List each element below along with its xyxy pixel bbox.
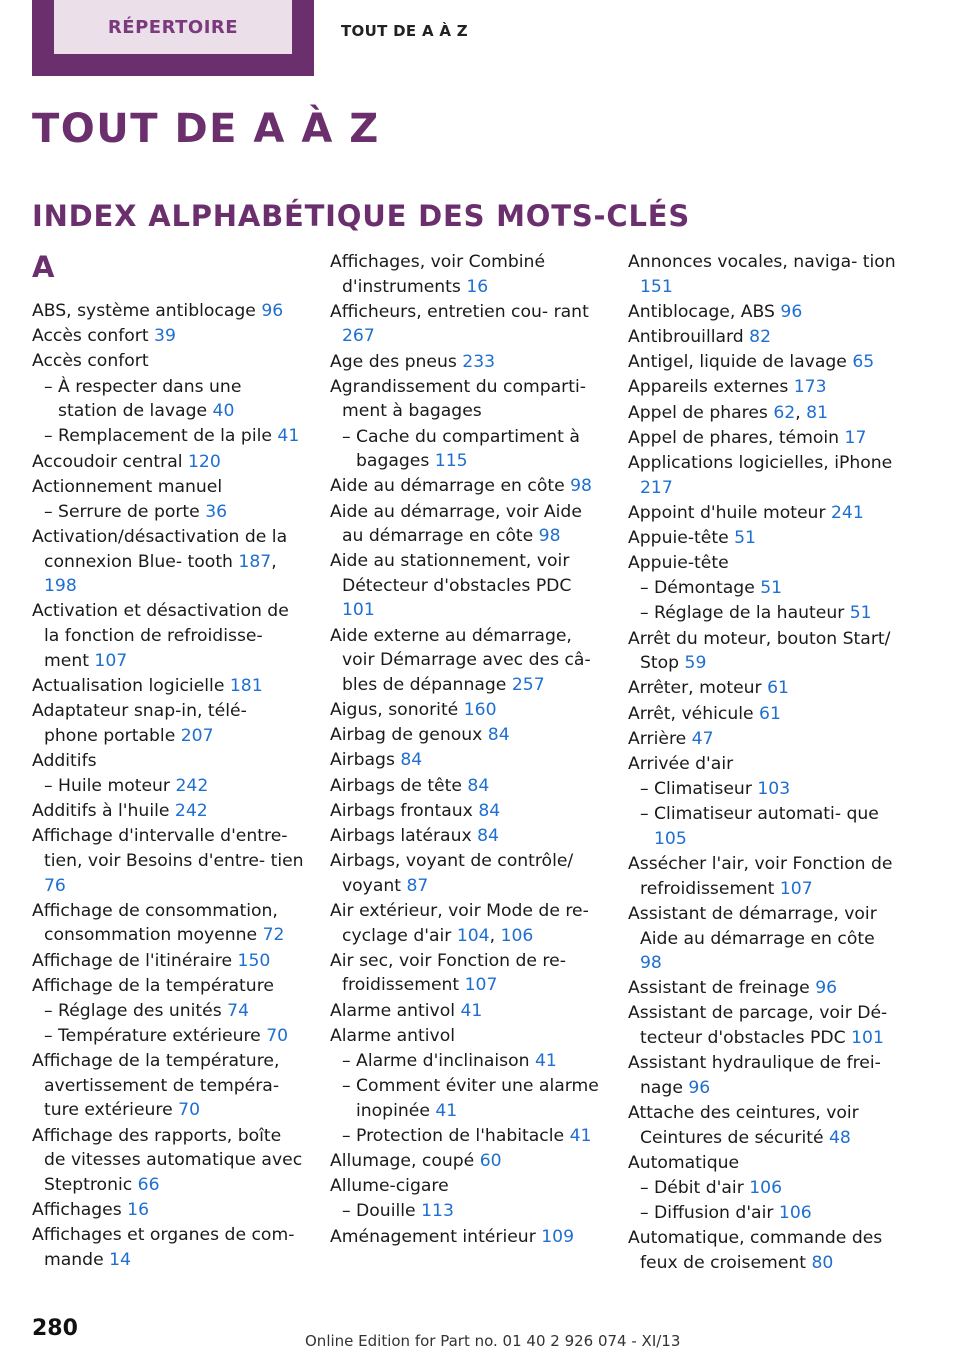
index-entry-text: Aigus, sonorité xyxy=(330,700,464,721)
index-entry xyxy=(628,551,900,576)
page-reference-link[interactable]: 17 xyxy=(844,427,867,448)
index-entry xyxy=(330,849,602,898)
index-entry-text: Arrêter, moteur xyxy=(628,678,768,699)
page-reference-link[interactable]: 96 xyxy=(688,1077,711,1098)
page-reference-link[interactable]: 150 xyxy=(237,950,271,971)
index-entry xyxy=(628,1226,900,1275)
index-entry-text: Appuie-tête xyxy=(628,527,735,548)
index-entry xyxy=(628,1151,900,1176)
page-reference-link[interactable]: 84 xyxy=(467,775,490,796)
index-entry-text: Assistant de parcage, voir Dé‐ tecteur d'obstacles PDC xyxy=(628,1003,888,1049)
page-reference-link[interactable]: 84 xyxy=(477,825,499,846)
index-entry xyxy=(628,852,900,901)
index-subentry xyxy=(628,777,900,802)
index-entry xyxy=(32,949,304,974)
page-reference-link[interactable]: 84 xyxy=(487,725,510,746)
index-entry-text: Arrivée d'air xyxy=(628,753,734,774)
index-entry xyxy=(330,799,602,824)
index-entry xyxy=(32,1198,304,1223)
page-reference-link[interactable]: 107 xyxy=(779,878,813,899)
index-entry xyxy=(32,749,304,774)
index-subentry xyxy=(32,424,304,449)
header-tab-label: RÉPERTOIRE xyxy=(54,0,292,54)
index-entry-text: ABS, système antiblocage xyxy=(32,301,262,321)
index-entry-text: Airbags de tête xyxy=(330,775,468,796)
index-entry xyxy=(330,999,602,1024)
index-entry xyxy=(330,824,602,849)
index-entry xyxy=(330,698,602,723)
index-subentry xyxy=(32,500,304,525)
header-current-section[interactable]: TOUT DE A À Z xyxy=(341,22,468,40)
page-reference-link[interactable]: 101 xyxy=(342,600,375,621)
index-entry-text: Annonces vocales, naviga‐ tion xyxy=(628,252,896,272)
index-entry-text: Airbags xyxy=(330,750,401,771)
page-reference-link[interactable]: 242 xyxy=(175,776,209,796)
page-reference-link[interactable]: 70 xyxy=(178,1100,201,1121)
index-entry xyxy=(32,450,304,475)
page-reference-link[interactable]: 41 xyxy=(569,1125,592,1146)
page-reference-link[interactable]: 48 xyxy=(829,1127,851,1148)
index-entry-text: Activation/désactivation de la connexion Blue‐ tooth xyxy=(32,527,288,572)
index-entry-text: Age des pneus xyxy=(330,351,463,372)
page-reference-link[interactable]: 257 xyxy=(511,674,545,695)
page-reference-link[interactable]: 16 xyxy=(466,276,489,297)
index-entry-text: – Huile moteur xyxy=(44,776,176,796)
index-entry-text: Appuie-tête xyxy=(628,553,729,574)
index-entry-text: Automatique, commande des feux de croisement xyxy=(628,1228,883,1273)
index-entry-text: Aide externe au démarrage, voir Démarrage avec des câ‐ bles de dépannage xyxy=(330,625,591,695)
page-reference-link[interactable]: 84 xyxy=(400,750,423,771)
index-entry xyxy=(330,624,602,698)
page-reference-link[interactable]: 41 xyxy=(435,1100,458,1121)
page-reference-link[interactable]: 81 xyxy=(806,402,829,423)
index-entry-text: Allume-cigare xyxy=(330,1176,449,1197)
page-reference-link[interactable]: 105 xyxy=(654,828,687,849)
index-entry-text: Affichages et organes de com‐ mande xyxy=(32,1225,295,1270)
index-entry-text: Additifs à l'huile xyxy=(32,801,175,822)
index-entry xyxy=(330,748,602,773)
index-entry-text: – Douille xyxy=(342,1201,422,1222)
index-entry-text: Automatique xyxy=(628,1152,740,1173)
index-entry xyxy=(330,474,602,499)
index-subentry xyxy=(32,774,304,799)
index-entry-text: – Protection de l'habitacle xyxy=(342,1125,570,1146)
page-reference-link[interactable]: 198 xyxy=(44,576,77,597)
index-entry-text: Applications logicielles, iPhone xyxy=(628,452,893,473)
page-reference-link[interactable]: 51 xyxy=(760,578,783,599)
index-entry-text: Appel de phares, témoin xyxy=(628,427,845,448)
page-reference-link[interactable]: 41 xyxy=(535,1050,557,1071)
index-subentry xyxy=(628,802,900,851)
index-entry xyxy=(628,426,900,451)
index-entry-text: Air extérieur, voir Mode de re‐ cyclage d'air xyxy=(330,900,589,946)
header-tab-repertoire[interactable] xyxy=(32,0,314,76)
index-entry-text: – Cache du compartiment à bagages xyxy=(342,426,580,472)
index-entry-text: – Alarme d'inclinaison xyxy=(342,1050,535,1071)
index-entry xyxy=(330,774,602,799)
index-entry-text: Airbags latéraux xyxy=(330,825,478,846)
page-reference-link[interactable]: 160 xyxy=(463,700,497,721)
index-entry-text: Antibrouillard xyxy=(628,326,750,347)
page-reference-link[interactable]: 98 xyxy=(640,953,662,974)
index-entry-text: Affichage de consommation, consommation moyenne xyxy=(32,900,278,946)
index-subentry xyxy=(628,1176,900,1201)
index-subentry xyxy=(32,375,304,424)
page-title: TOUT DE A À Z xyxy=(32,106,380,152)
index-entry xyxy=(32,1223,304,1272)
page-number: 280 xyxy=(32,1316,78,1341)
page-reference-link[interactable]: 70 xyxy=(266,1026,289,1047)
index-entry xyxy=(330,250,602,299)
index-entry xyxy=(32,674,304,699)
index-subentry xyxy=(330,1199,602,1224)
page-reference-link[interactable]: 65 xyxy=(852,352,875,373)
index-entry-text: Appoint d'huile moteur xyxy=(628,502,831,523)
index-subentry xyxy=(628,601,900,626)
section-title: INDEX ALPHABÉTIQUE DES MOTS-CLÉS xyxy=(32,199,691,233)
index-entry-text: Arrêt, véhicule xyxy=(628,703,760,724)
page-reference-link[interactable]: 267 xyxy=(342,326,375,347)
index-entry xyxy=(330,350,602,375)
index-entry-text: Appareils externes xyxy=(628,377,794,398)
page-reference-link[interactable]: 76 xyxy=(44,875,66,896)
index-entry xyxy=(32,349,304,374)
index-entry-text: – Réglage des unités xyxy=(44,1000,228,1021)
page-reference-link[interactable]: 39 xyxy=(154,326,176,347)
index-entry-text: Assistant de freinage xyxy=(628,978,816,999)
index-entry-text: Activation et désactivation de la fonction de refroidisse‐ ment xyxy=(32,601,289,671)
page-reference-link[interactable]: 106 xyxy=(500,925,534,946)
index-entry xyxy=(330,500,602,549)
page-reference-link[interactable]: 66 xyxy=(137,1174,160,1195)
index-entry xyxy=(32,324,304,349)
index-entry: Air extérieur, voir Mode de re‐ cyclage d'air 104, 106 xyxy=(330,900,589,946)
index-subentry xyxy=(330,1074,602,1123)
page-reference-link[interactable]: 51 xyxy=(849,603,872,624)
index-entry xyxy=(628,526,900,551)
index-entry-text: – À respecter dans une station de lavage xyxy=(44,376,242,422)
index-entry-text: – Réglage de la hauteur xyxy=(640,603,850,624)
index-entry-text: Affichage de la température, avertissement de tempéra‐ ture extérieure xyxy=(32,1051,280,1121)
index-entry-text: Affichages, voir Combiné d'instruments xyxy=(330,252,546,297)
index-entry-text: – Serrure de porte xyxy=(44,501,206,522)
index-entry-text: Assistant hydraulique de frei‐ nage xyxy=(628,1053,881,1098)
index-entry-text: Additifs xyxy=(32,750,97,771)
index-entry xyxy=(330,549,602,623)
page-reference-link[interactable]: 40 xyxy=(212,401,235,422)
index-entry-text: Arrière xyxy=(628,728,692,749)
page-reference-link[interactable]: 107 xyxy=(464,975,498,996)
page-reference-link[interactable]: 41 xyxy=(460,1000,483,1021)
index-entry-text: Accès confort xyxy=(32,326,155,347)
page-reference-link[interactable]: 62 xyxy=(773,402,796,423)
index-entry-text: Alarme antivol xyxy=(330,1025,456,1046)
index-entry xyxy=(628,727,900,752)
page-reference-link[interactable]: 106 xyxy=(778,1203,812,1224)
page-reference-link[interactable]: 233 xyxy=(462,351,496,372)
page-reference-link[interactable]: 151 xyxy=(640,276,673,297)
page-reference-link[interactable]: 217 xyxy=(640,477,673,498)
index-entry-text: Actionnement manuel xyxy=(32,476,223,497)
index-entry-text: Afficheurs, entretien cou‐ rant xyxy=(330,301,589,322)
page-reference-link[interactable]: 115 xyxy=(434,451,468,472)
index-entry xyxy=(628,676,900,701)
page-reference-link[interactable]: 109 xyxy=(541,1226,575,1247)
index-entry xyxy=(628,325,900,350)
index-entry-text: – Température extérieure xyxy=(44,1026,267,1047)
index-entry-text: Assistant de démarrage, voir Aide au démarrage en côte xyxy=(628,903,877,949)
index-entry xyxy=(330,1174,602,1199)
page-reference-link[interactable]: 242 xyxy=(174,801,208,822)
index-entry-text: Aide au démarrage en côte xyxy=(330,476,571,497)
index-entry xyxy=(32,1049,304,1123)
page-reference-link[interactable]: 16 xyxy=(127,1200,150,1221)
index-entry xyxy=(330,300,602,349)
index-entry xyxy=(330,1225,602,1250)
index-entry xyxy=(330,1149,602,1174)
index-entry xyxy=(32,699,304,748)
index-entry-text: Affichages xyxy=(32,1200,128,1221)
index-column-3 xyxy=(628,250,900,1276)
page-reference-link[interactable]: 84 xyxy=(478,800,501,821)
index-subentry xyxy=(628,1201,900,1226)
page-reference-link[interactable]: 41 xyxy=(277,426,300,447)
index-entry-text: Affichage de la température xyxy=(32,975,274,996)
page-reference-link[interactable]: 74 xyxy=(227,1000,250,1021)
edition-footer: Online Edition for Part no. 01 40 2 926 074 - XI/13 xyxy=(305,1332,681,1350)
index-entry xyxy=(628,702,900,727)
index-entry xyxy=(32,599,304,673)
index-entry-text: Airbags frontaux xyxy=(330,800,479,821)
index-entry-text: Accès confort xyxy=(32,351,149,372)
index-entry-text: Appel de phares xyxy=(628,402,774,423)
index-entry-text: Air sec, voir Fonction de re‐ froidissement xyxy=(330,950,566,996)
page-reference-link[interactable]: 101 xyxy=(851,1028,884,1049)
page-reference-link[interactable]: 80 xyxy=(811,1252,834,1273)
page-reference-link[interactable]: 96 xyxy=(815,978,838,999)
index-entry xyxy=(330,723,602,748)
page-reference-link[interactable]: 51 xyxy=(734,527,756,548)
index-entry-text: – Débit d'air xyxy=(640,1178,750,1198)
index-entry-text: – Comment éviter une alarme inopinée xyxy=(342,1076,599,1121)
index-entry-text: – Diffusion d'air xyxy=(640,1203,779,1224)
page-reference-link[interactable]: 98 xyxy=(570,476,592,497)
index-entry-text: Antigel, liquide de lavage xyxy=(628,352,853,373)
index-entry xyxy=(330,949,602,998)
index-entry xyxy=(32,1124,304,1198)
index-entry-text: – Démontage xyxy=(640,578,761,599)
index-entry xyxy=(628,752,900,777)
page-reference-link[interactable]: 103 xyxy=(757,779,791,800)
index-entry-text: Aide au stationnement, voir Détecteur d'obstacles PDC xyxy=(330,551,572,596)
index-entry-text: Affichage d'intervalle d'entre‐ tien, voir Besoins d'entre‐ tien xyxy=(32,826,304,871)
index-entry xyxy=(628,1001,900,1050)
index-entry xyxy=(32,824,304,898)
index-entry-text: Allumage, coupé xyxy=(330,1151,480,1172)
page-reference-link[interactable]: 72 xyxy=(262,925,285,946)
index-entry: Activation/désactivation de la connexion Blue‐ tooth 187, 198 xyxy=(32,527,288,597)
page-reference-link[interactable]: 36 xyxy=(205,501,228,522)
index-entry-text: – Remplacement de la pile xyxy=(44,426,278,447)
index-entry-text: Alarme antivol xyxy=(330,1000,461,1021)
page-reference-link[interactable]: 60 xyxy=(479,1151,502,1172)
index-entry-text: – Climatiseur automati‐ que xyxy=(640,804,879,825)
index-entry xyxy=(32,799,304,824)
index-entry-text: Agrandissement du comparti‐ ment à bagages xyxy=(330,376,586,422)
page-reference-link[interactable]: 61 xyxy=(759,703,781,724)
page-reference-link[interactable]: 87 xyxy=(406,875,429,896)
page-reference-link[interactable]: 120 xyxy=(188,451,221,472)
page-reference-link[interactable]: 187 xyxy=(238,551,272,572)
index-entry xyxy=(32,475,304,500)
page-reference-link[interactable]: 207 xyxy=(180,725,214,746)
page-reference-link[interactable]: 96 xyxy=(780,301,803,322)
page-reference-link[interactable]: 59 xyxy=(684,653,707,674)
page-reference-link[interactable]: 82 xyxy=(749,326,772,347)
page-reference-link[interactable]: 107 xyxy=(94,650,128,671)
page-reference-link[interactable]: 61 xyxy=(767,678,789,699)
index-entry xyxy=(32,899,304,948)
index-subentry xyxy=(32,1024,304,1049)
index-entry-text: Airbags, voyant de contrôle/ voyant xyxy=(330,851,574,896)
index-letter-heading: A xyxy=(32,250,55,284)
index-entry xyxy=(32,974,304,999)
index-subentry xyxy=(330,425,602,474)
index-entry xyxy=(628,375,900,400)
index-entry-text: Affichage des rapports, boîte de vitesses automatique avec Steptronic xyxy=(32,1125,303,1195)
page-reference-link[interactable]: 106 xyxy=(749,1178,783,1198)
index-subentry xyxy=(330,1049,602,1074)
page-reference-link[interactable]: 113 xyxy=(421,1201,454,1222)
index-entry xyxy=(628,451,900,500)
page-reference-link[interactable]: 173 xyxy=(793,377,827,398)
index-entry xyxy=(628,250,900,299)
index-entry xyxy=(628,350,900,375)
page-reference-link[interactable]: 104 xyxy=(456,925,490,946)
index-entry-text: Actualisation logicielle xyxy=(32,675,230,696)
index-entry-text: Antiblocage, ABS xyxy=(628,301,781,322)
index-entry-text: Aménagement intérieur xyxy=(330,1226,542,1247)
index-entry-text: Aide au démarrage, voir Aide au démarrage en côte xyxy=(330,501,582,547)
index-entry xyxy=(628,627,900,676)
index-entry xyxy=(330,375,602,424)
page-reference-link[interactable]: 98 xyxy=(538,526,561,547)
index-entry-text: Accoudoir central xyxy=(32,451,188,472)
index-entry-text: Arrêt du moteur, bouton Start/ Stop xyxy=(628,628,891,674)
index-entry-text: Assécher l'air, voir Fonction de refroidissement xyxy=(628,854,893,899)
index-entry xyxy=(330,1024,602,1049)
page-reference-link[interactable]: 241 xyxy=(830,502,864,523)
page-reference-link[interactable]: 14 xyxy=(109,1249,131,1270)
index-entry: Appel de phares 62, 81 xyxy=(628,402,829,423)
page-reference-link[interactable]: 181 xyxy=(229,675,263,696)
index-subentry xyxy=(330,1124,602,1149)
index-entry xyxy=(628,1051,900,1100)
index-entry xyxy=(32,299,304,324)
index-entry-text: – Climatiseur xyxy=(640,779,758,800)
index-entry xyxy=(628,300,900,325)
index-entry-text: Airbag de genoux xyxy=(330,725,488,746)
index-entry xyxy=(628,501,900,526)
index-column-1 xyxy=(32,250,304,1273)
index-entry xyxy=(628,1101,900,1150)
index-subentry xyxy=(628,576,900,601)
index-entry-text: Adaptateur snap-in, télé‐ phone portable xyxy=(32,701,247,746)
index-entry xyxy=(628,976,900,1001)
page-reference-link[interactable]: 96 xyxy=(261,301,284,321)
index-entry-text: Attache des ceintures, voir Ceintures de sécurité xyxy=(628,1103,859,1148)
index-entry-text: Affichage de l'itinéraire xyxy=(32,950,238,971)
index-entry xyxy=(628,902,900,976)
index-subentry xyxy=(32,999,304,1024)
page-reference-link[interactable]: 47 xyxy=(691,728,714,749)
index-column-2 xyxy=(330,250,602,1250)
